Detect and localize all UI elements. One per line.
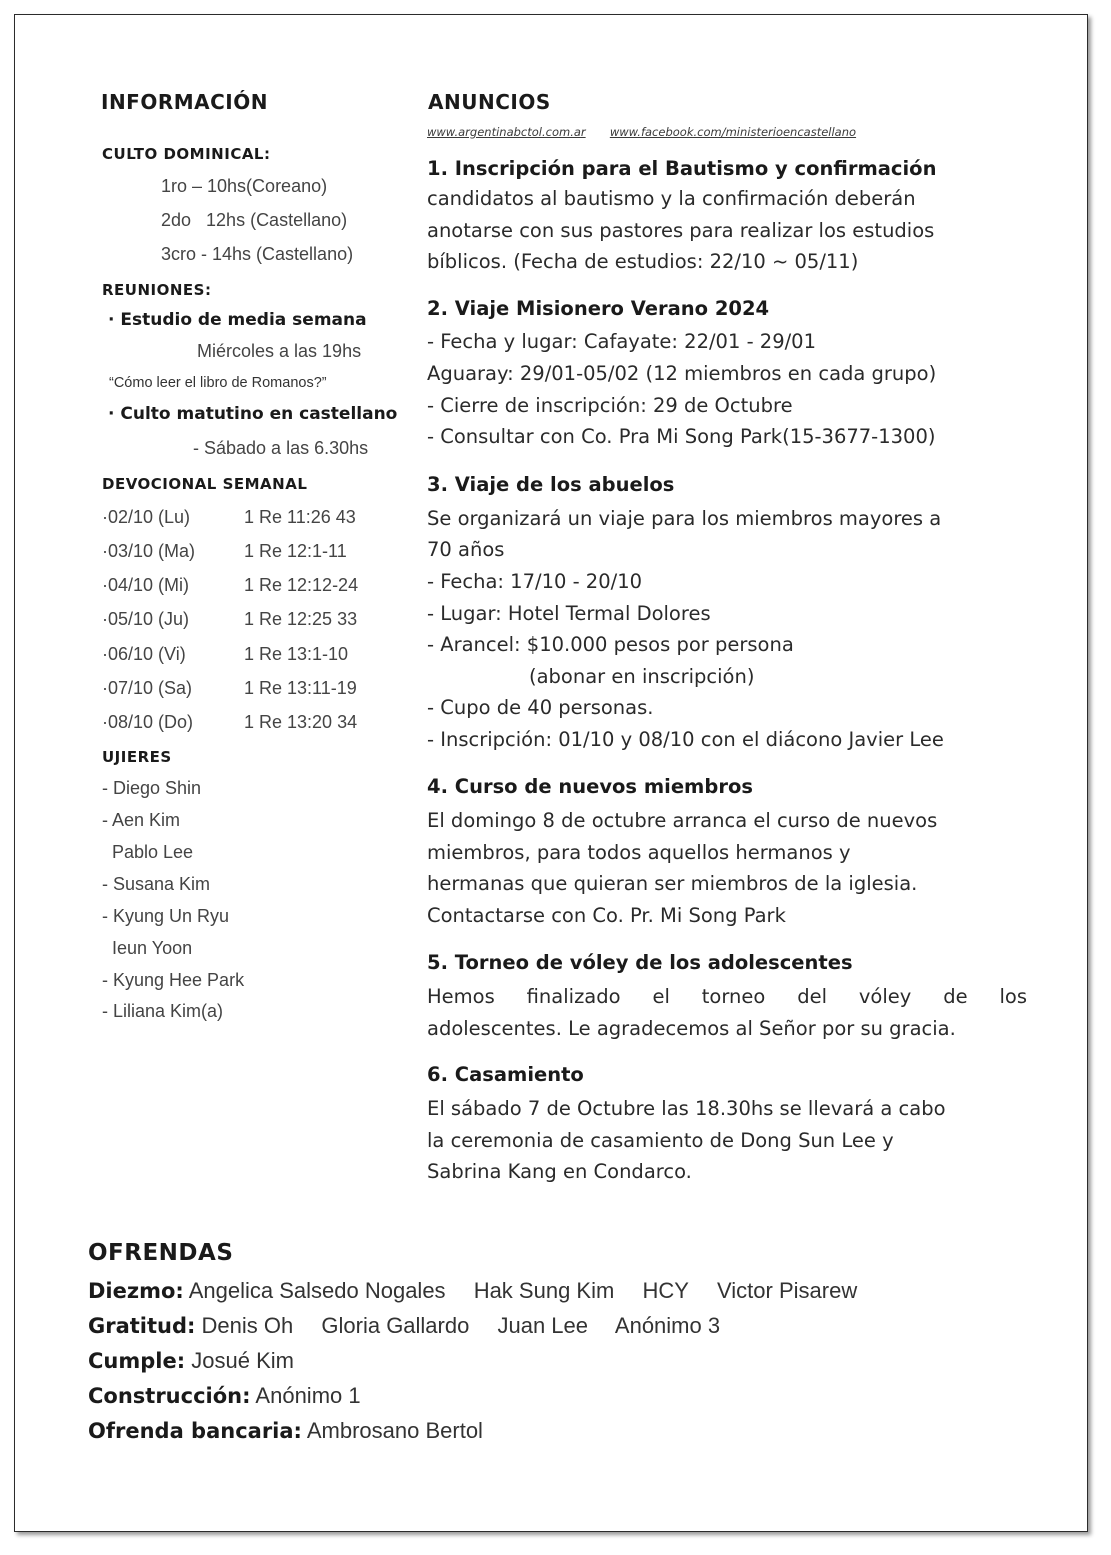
ujier-item: - Kyung Un Ryu	[102, 906, 230, 926]
website-link[interactable]: www.argentinabctol.com.ar	[427, 125, 586, 139]
ofrenda-label: Cumple:	[88, 1349, 186, 1373]
anuncio-title: 4. Curso de nuevos miembros	[427, 775, 753, 798]
anuncio-line: bíblicos. (Fecha de estudios: 22/10 ~ 05/11)	[427, 250, 859, 273]
devocional-ref: 1 Re 12:1-11	[244, 541, 347, 561]
ofrenda-label: Gratitud:	[88, 1314, 196, 1338]
anuncio-line: (abonar en inscripción)	[529, 665, 755, 688]
anuncio-line: Aguaray: 29/01-05/02 (12 miembros en cada grupo)	[427, 362, 937, 385]
ofrenda-name: Ambrosano Bertol	[306, 1418, 483, 1443]
reunion-time: Miércoles a las 19hs	[197, 341, 362, 361]
facebook-link[interactable]: www.facebook.com/ministerioencastellano	[609, 125, 857, 139]
ofrenda-name: Anónimo 3	[614, 1313, 721, 1338]
reunion-title: · Estudio de media semana	[108, 310, 367, 330]
ujier-item: - Susana Kim	[102, 874, 211, 894]
anuncio-line: Sabrina Kang en Condarco.	[427, 1160, 692, 1183]
ofrenda-row-diezmo	[88, 1278, 879, 1304]
reunion-time: - Sábado a las 6.30hs	[193, 438, 369, 458]
culto-heading: CULTO DOMINICAL:	[102, 145, 271, 163]
links-row	[427, 121, 856, 140]
devocional-heading: DEVOCIONAL SEMANAL	[102, 475, 308, 493]
anuncio-line: - Cupo de 40 personas.	[427, 696, 654, 719]
reuniones-heading: REUNIONES:	[102, 281, 212, 299]
devocional-date: ·04/10 (Mi)	[102, 575, 190, 595]
ujier-item: - Liliana Kim(a)	[102, 1001, 224, 1021]
anuncio-line: miembros, para todos aquellos hermanos y	[427, 841, 851, 864]
anuncio-line: - Consultar con Co. Pra Mi Song Park(15-3677-1300)	[427, 425, 936, 448]
devocional-date: ·05/10 (Ju)	[102, 609, 190, 629]
anuncio-line: 70 años	[427, 538, 505, 561]
ofrenda-name: HCY	[642, 1278, 689, 1303]
anuncio-line: - Cierre de inscripción: 29 de Octubre	[427, 394, 793, 417]
devocional-ref: 1 Re 13:11-19	[244, 678, 357, 698]
culto-item: 2do 12hs (Castellano)	[161, 210, 348, 230]
ofrenda-name: Angelica Salsedo Nogales	[188, 1278, 446, 1303]
ujier-item: Ieun Yoon	[102, 938, 193, 958]
anuncio-line: Contactarse con Co. Pr. Mi Song Park	[427, 904, 786, 927]
anuncio-title: 5. Torneo de vóley de los adolescentes	[427, 951, 853, 974]
anuncio-line: adolescentes. Le agradecemos al Señor por su gracia.	[427, 1017, 956, 1040]
anuncio-line: hermanas que quieran ser miembros de la iglesia.	[427, 872, 918, 895]
ujier-item: - Kyung Hee Park	[102, 970, 245, 990]
ofrenda-name: Josué Kim	[191, 1348, 294, 1373]
ujier-item: - Aen Kim	[102, 810, 181, 830]
anuncio-line: candidatos al bautismo y la confirmación deberán	[427, 187, 916, 210]
reunion-title: · Culto matutino en castellano	[108, 404, 398, 424]
devocional-ref: 1 Re 13:20 34	[244, 712, 358, 732]
devocional-ref: 1 Re 11:26 43	[244, 507, 356, 527]
devocional-date: ·07/10 (Sa)	[102, 678, 193, 698]
ofrendas-title: OFRENDAS	[88, 1240, 234, 1266]
devocional-ref: 1 Re 13:1-10	[244, 644, 349, 664]
devocional-ref: 1 Re 12:12-24	[244, 575, 359, 595]
ofrenda-label: Diezmo:	[88, 1279, 184, 1303]
devocional-date: ·03/10 (Ma)	[102, 541, 196, 561]
anuncio-title: 2. Viaje Misionero Verano 2024	[427, 297, 770, 320]
anuncio-line: Se organizará un viaje para los miembros mayores a	[427, 507, 942, 530]
anuncio-line: anotarse con sus pastores para realizar los estudios	[427, 219, 935, 242]
ofrenda-name: Hak Sung Kim	[473, 1278, 615, 1303]
anuncio-line: El domingo 8 de octubre arranca el curso de nuevos	[427, 809, 938, 832]
ofrenda-row-bancaria	[88, 1418, 505, 1444]
anuncio-line: - Fecha: 17/10 - 20/10	[427, 570, 643, 593]
anuncio-line: - Fecha y lugar: Cafayate: 22/01 - 29/01	[427, 330, 817, 353]
ofrenda-row-cumple	[88, 1348, 316, 1374]
ofrenda-name: Victor Pisarew	[717, 1278, 858, 1303]
ujier-item: - Diego Shin	[102, 778, 202, 798]
info-title: INFORMACIÓN	[101, 90, 268, 114]
ujier-item: Pablo Lee	[102, 842, 194, 862]
devocional-ref: 1 Re 12:25 33	[244, 609, 358, 629]
culto-item: 3cro - 14hs (Castellano)	[161, 244, 354, 264]
ofrenda-name: Anónimo 1	[255, 1383, 361, 1408]
ofrenda-row-construccion	[88, 1383, 383, 1409]
anuncio-line: El sábado 7 de Octubre las 18.30hs se llevará a cabo	[427, 1097, 946, 1120]
ofrenda-name: Gloria Gallardo	[321, 1313, 470, 1338]
devocional-date: ·02/10 (Lu)	[102, 507, 191, 527]
devocional-date: ·08/10 (Do)	[102, 712, 194, 732]
anuncio-title: 3. Viaje de los abuelos	[427, 473, 675, 496]
anuncios-title: ANUNCIOS	[428, 90, 551, 114]
ofrenda-label: Construcción:	[88, 1384, 251, 1408]
ofrenda-row-gratitud	[88, 1313, 742, 1339]
culto-item: 1ro – 10hs(Coreano)	[161, 176, 328, 196]
anuncio-line: - Arancel: $10.000 pesos por persona	[427, 633, 794, 656]
ofrenda-name: Juan Lee	[497, 1313, 588, 1338]
ofrenda-name: Denis Oh	[201, 1313, 294, 1338]
anuncio-line: - Lugar: Hotel Termal Dolores	[427, 602, 711, 625]
ofrenda-label: Ofrenda bancaria:	[88, 1419, 302, 1443]
anuncio-title: 1. Inscripción para el Bautismo y confirmación	[427, 157, 937, 180]
ujieres-heading: UJIERES	[102, 748, 172, 766]
anuncio-line: la ceremonia de casamiento de Dong Sun Lee y	[427, 1129, 894, 1152]
reunion-quote: “Cómo leer el libro de Romanos?”	[109, 375, 327, 391]
anuncio-line: - Inscripción: 01/10 y 08/10 con el diácono Javier Lee	[427, 728, 944, 751]
anuncio-title: 6. Casamiento	[427, 1063, 584, 1086]
anuncio-line: Hemos finalizado el torneo del vóley de los	[427, 985, 1027, 1008]
devocional-date: ·06/10 (Vi)	[102, 644, 186, 664]
